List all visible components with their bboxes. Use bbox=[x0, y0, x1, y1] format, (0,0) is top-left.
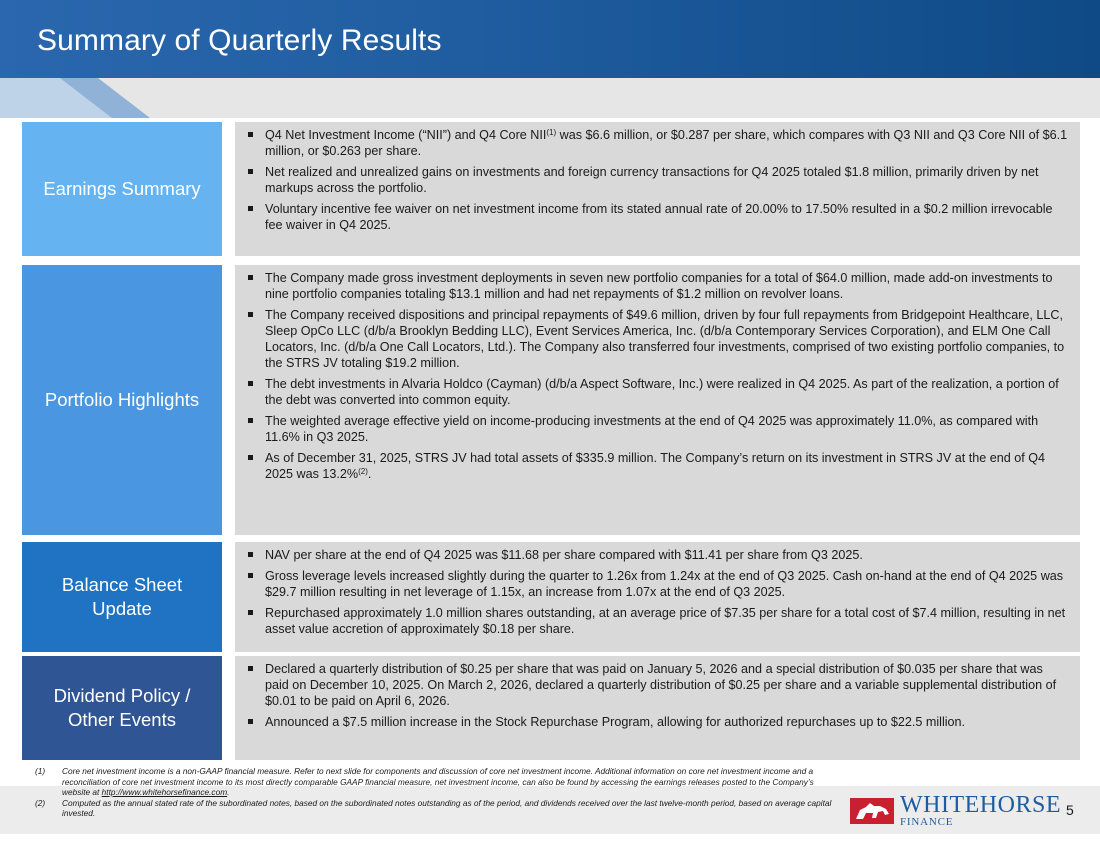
section-label-box bbox=[22, 542, 222, 652]
bullet-item: Net realized and unrealized gains on investments and foreign currency transactions for Q4 2025 totaled $1.8 million, primarily driven by net markups across the portfolio. bbox=[243, 164, 1068, 196]
section-content bbox=[235, 542, 1080, 652]
bullet-item: As of December 31, 2025, STRS JV had total assets of $335.9 million. The Company’s return on its investment in STRS JV at the end of Q4 2025 was 13.2%$^{(2)}$. bbox=[243, 450, 1068, 482]
section-portfolio-highlights bbox=[22, 265, 1080, 535]
footnote-2: (2) Computed as the annual stated rate of the subordinated notes, based on the subordinated notes outstanding as of the period, and dividends received over the last twelve-month period, based on average capital invested. bbox=[35, 797, 832, 818]
section-label-box bbox=[22, 656, 222, 760]
bullet-item: The weighted average effective yield on income-producing investments at the end of Q4 2025 was approximately 11.0%, as compared with 11.6% in Q3 2025. bbox=[243, 413, 1068, 445]
footnote-1: (1) Core net investment income is a non-GAAP financial measure. Refer to next slide for components and discussion of core net investment income. Additional information on core net investment income and a reconciliation of core net investment income to its most directly comparable GAAP financial measure, net investment income, can also be found by accessing the earnings releases posted to the Company’s website at http://www.whitehorsefinance.com. bbox=[35, 766, 814, 797]
section-label: Portfolio Highlights bbox=[44, 389, 200, 410]
section-label: Balance Sheet Update bbox=[61, 574, 183, 619]
bullet-item: The debt investments in Alvaria Holdco (Cayman) (d/b/a Aspect Software, Inc.) were realized in Q4 2025. As part of the realization, a portion of the debt was converted into common equity. bbox=[243, 376, 1068, 408]
section-label: Earnings Summary bbox=[43, 178, 201, 199]
bullet-item: The Company received dispositions and principal repayments of $49.6 million, driven by four full repayments from Bridgepoint Healthcare, LLC, Sleep OpCo LLC (d/b/a Brooklyn Bedding LLC), Event Services America, Inc. (d/b/a Contemporary Services Corporation), and ELM One Call Locators, Inc. (d/b/a One Call Locators, Ltd.). The Company also transferred four investments, comprised of two existing portfolio companies, to the STRS JV totaling $19.2 million. bbox=[243, 307, 1068, 371]
bullet-item: The Company made gross investment deployments in seven new portfolio companies for a total of $64.0 million, made add-on investments to nine portfolio companies totaling $13.1 million and had net repayments of $1.2 million on revolver loans. bbox=[243, 270, 1068, 302]
logo-wordmark: WHITEHORSE bbox=[900, 792, 1061, 818]
section-content bbox=[235, 122, 1080, 256]
bullet-item: Announced a $7.5 million increase in the Stock Repurchase Program, allowing for authorized repurchases up to $22.5 million. bbox=[243, 714, 1068, 730]
website-link[interactable]: http://www.whitehorsefinance.com bbox=[101, 787, 228, 797]
slide-header bbox=[0, 0, 1100, 120]
section-balance-sheet bbox=[22, 542, 1080, 652]
section-dividend-policy bbox=[22, 656, 1080, 760]
section-label-box bbox=[22, 265, 222, 535]
footnotes bbox=[35, 766, 835, 819]
header-accent-shape bbox=[0, 0, 1100, 120]
logo-subtitle: FINANCE bbox=[900, 816, 954, 828]
bullet-item: Declared a quarterly distribution of $0.25 per share that was paid on January 5, 2026 and a special distribution of $0.035 per share that was paid on December 10, 2025. On March 2, 2026, declared a quarterly distribution of $0.25 per share and a variable supplemental distribution of $0.01 to be paid on April 6, 2026. bbox=[243, 661, 1068, 709]
footnote-ref: (1) bbox=[546, 128, 557, 137]
section-label: Dividend Policy / Other Events bbox=[53, 685, 191, 730]
horse-logo-icon bbox=[850, 798, 894, 824]
section-earnings-summary bbox=[22, 122, 1080, 256]
bullet-item: NAV per share at the end of Q4 2025 was $11.68 per share compared with $11.41 per share from Q3 2025. bbox=[243, 547, 1068, 563]
bullet-item: Q4 Net Investment Income (“NII”) and Q4 Core NII$^{(1)}$ was $6.6 million, or $0.287 per share, which compares with Q3 NII and Q3 Core NII of $6.1 million, or $0.263 per share. bbox=[243, 127, 1068, 159]
page-number: 5 bbox=[1066, 802, 1074, 818]
bullet-item: Gross leverage levels increased slightly during the quarter to 1.26x from 1.24x at the end of Q3 2025. Cash on-hand at the end of Q4 2025 was $29.7 million resulting in net leverage of 1.15x, an increase from 1.07x at the end of Q3 2025. bbox=[243, 568, 1068, 600]
page-title: Summary of Quarterly Results bbox=[37, 24, 442, 57]
section-content bbox=[235, 656, 1080, 760]
footnote-ref: (2) bbox=[358, 467, 368, 476]
section-content bbox=[235, 265, 1080, 535]
company-logo bbox=[850, 792, 1061, 828]
section-label-box bbox=[22, 122, 222, 256]
bullet-item: Voluntary incentive fee waiver on net investment income from its stated annual rate of 20.00% to 17.50% resulted in a $0.2 million irrevocable fee waiver in Q4 2025. bbox=[243, 201, 1068, 233]
bullet-item: Repurchased approximately 1.0 million shares outstanding, at an average price of $7.35 per share for a total cost of $7.4 million, resulting in net asset value accretion of approximately $0.18 per share. bbox=[243, 605, 1068, 637]
